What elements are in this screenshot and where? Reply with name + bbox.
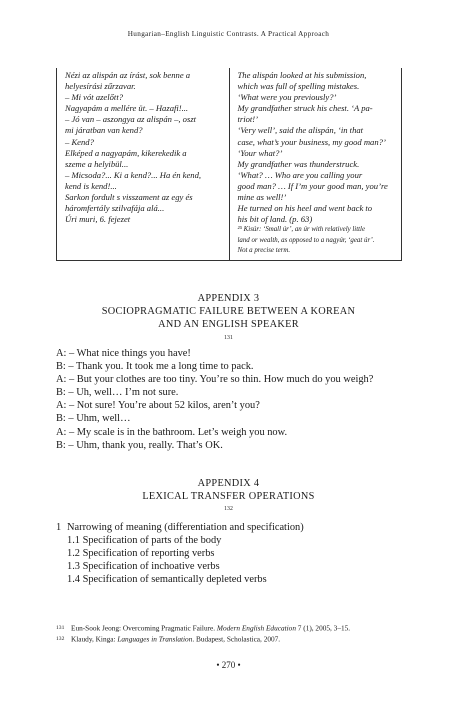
english-line: case, what’s your business, my good man?’ xyxy=(237,136,386,147)
appendix-4-heading xyxy=(0,477,457,519)
hungarian-line: szeme a helyibül... xyxy=(65,158,129,169)
english-line: his bit of land. (p. 63) xyxy=(237,214,313,225)
english-line: ‘Your what?’ xyxy=(237,147,283,158)
footnote-132: 132 Klaudy, Kinga: Languages in Translation. Budapest, Scholastica, 2007. xyxy=(56,634,281,644)
dialogue xyxy=(56,347,402,452)
sub-item: 1.3 Specification of inchoative verbs xyxy=(67,561,220,573)
sub-item: 1.2 Specification of reporting verbs xyxy=(67,548,215,560)
hungarian-column xyxy=(57,68,230,260)
running-head: Hungarian–English Linguistic Contrasts. A Practical Approach xyxy=(127,30,330,38)
hungarian-line: Elképed a nagyapám, kikerekedik a xyxy=(65,147,187,158)
dialogue-line: A: – But your clothes are too tiny. You’re so thin. How much do you weigh? xyxy=(56,374,374,386)
hungarian-line: háromfertály szilvafája alá... xyxy=(65,203,165,214)
footnote-number: 132 xyxy=(56,635,65,642)
hungarian-line: Sarkon fordult s visszament az egy és xyxy=(65,192,193,203)
dialogue-line: A: – Not sure! You’re about 52 kilos, aren’t you? xyxy=(56,400,260,412)
appendix-3-label: APPENDIX 3 xyxy=(197,293,260,304)
english-line: My grandfather was thunderstruck. xyxy=(237,158,360,169)
footnotes xyxy=(56,623,402,645)
hungarian-line: – Micsoda?... Ki a kend?... Ha én kend, xyxy=(65,169,202,180)
translator-note-line: land or wealth, as opposed to a nagyúr, ‘geat úr’. xyxy=(237,236,375,244)
dialogue-line: B: – Uhm, well… xyxy=(56,413,131,425)
appendix-4-label: APPENDIX 4 xyxy=(197,478,260,489)
parallel-text-table xyxy=(56,68,402,261)
english-line: The alispán looked at his submission, xyxy=(237,70,367,80)
footnote-131: 131 Eun-Sook Jeong: Overcoming Pragmatic Failure. Modern English Education 7 (1), 2005, 3–15. xyxy=(56,623,351,633)
english-column xyxy=(229,68,402,260)
item-number: 1 xyxy=(56,522,62,533)
english-line: triot!’ xyxy=(237,114,259,125)
english-line: mine as well!’ xyxy=(237,192,287,203)
book-title: Languages in Translation xyxy=(117,634,193,644)
english-line: good man? … If I’m your good man, you’re xyxy=(237,180,388,191)
dialogue-line: A: – What nice things you have! xyxy=(56,348,191,359)
english-line: ‘What were you previously?’ xyxy=(237,92,337,103)
footnote-number: 131 xyxy=(56,625,65,631)
english-line: which was full of spelling mistakes. xyxy=(237,81,360,92)
hungarian-line: – Jó van – aszongya az alispán –, oszt xyxy=(65,114,197,125)
hungarian-line: Nagyapám a mellére üt. – Hazafi!... xyxy=(65,103,189,114)
appendix-4-title: LEXICAL TRANSFER OPERATIONS $^{132}$ xyxy=(142,491,315,513)
dialogue-line: B: – Uh, well… I’m not sure. xyxy=(56,387,179,399)
appendix-3-heading xyxy=(0,292,457,347)
dialogue-line: B: – Uhm, thank you, really. That’s OK. xyxy=(56,439,223,451)
item-title: Narrowing of meaning (differentiation and specification) xyxy=(67,522,304,533)
dialogue-line: B: – Thank you. It took me a long time to pack. xyxy=(56,361,254,373)
sub-item: 1.1 Specification of parts of the body xyxy=(67,535,222,547)
translator-note-line: ²⁵ Kisúr: ‘Small úr’, an úr with relatively little xyxy=(237,226,366,234)
hungarian-line: Nézi az alispán az írást, sok benne a xyxy=(65,70,191,80)
hungarian-line: – Mi vót azelőtt? xyxy=(65,92,123,103)
transfer-operations-list xyxy=(56,521,402,586)
hungarian-line: kend is kend!... xyxy=(65,180,117,191)
page-number: • 270 • xyxy=(216,660,241,670)
hungarian-line: helyesírási zűrzavar. xyxy=(65,81,136,92)
journal-title: Modern English Education xyxy=(216,623,296,633)
hungarian-source: Úri muri, 6. fejezet xyxy=(65,214,131,225)
hungarian-line: mi járatban van kend? xyxy=(65,125,143,136)
list-item xyxy=(56,521,402,534)
sub-item: 1.4 Specification of semantically depleted verbs xyxy=(67,574,267,586)
footnote-ref-132[interactable]: 132 xyxy=(224,506,233,513)
english-line: He turned on his heel and went back to xyxy=(237,203,373,214)
appendix-3-title-line-1: SOCIOPRAGMATIC FAILURE BETWEEN A KOREAN xyxy=(101,306,356,318)
appendix-3-title-line-2: AND AN ENGLISH SPEAKER $^{131}$ xyxy=(158,319,299,341)
english-line: ‘What? … Who are you calling your xyxy=(237,169,363,180)
english-line: ‘Very well’, said the alispán, ‘in that xyxy=(237,125,364,136)
footnote-ref-131[interactable]: 131 xyxy=(224,334,233,341)
hungarian-line: – Kend? xyxy=(65,136,94,147)
translator-note-line: Not a precise term. xyxy=(237,246,291,254)
english-line: My grandfather struck his chest. ‘A pa- xyxy=(237,103,373,114)
dialogue-line: A: – My scale is in the bathroom. Let’s weigh you now. xyxy=(56,426,288,438)
